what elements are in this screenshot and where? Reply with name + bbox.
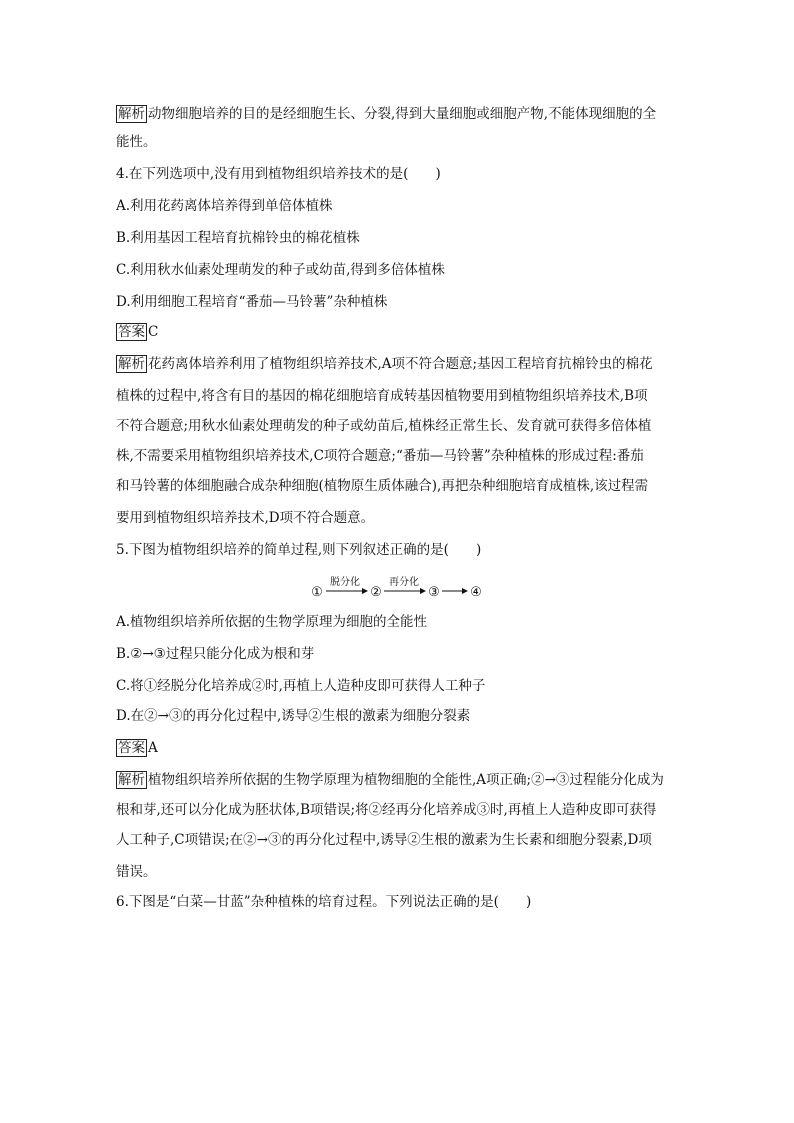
analysis-label: 解析 <box>118 106 145 122</box>
arrowhead-2 <box>420 588 426 594</box>
line-text: 4.在下列选项中,没有用到植物组织培养技术的是( ) <box>116 166 441 182</box>
analysis-label: 解析 <box>118 356 145 372</box>
text-line-l3 <box>116 164 682 184</box>
text-line-l18 <box>116 676 682 696</box>
text-line-l21 <box>116 770 682 790</box>
line-text: 植株的过程中,将含有目的基因的棉花细胞培育成转基因植物要用到植物组织培养技术,B项 <box>116 388 648 404</box>
text-line-l2 <box>116 132 682 152</box>
analysis-label: 解析 <box>118 772 145 788</box>
text-line-l19 <box>116 706 682 726</box>
line-text: 不符合题意;用秋水仙素处理萌发的种子或幼苗后,植株经正常生长、发育就可获得多倍体植 <box>116 418 652 434</box>
line-text: 要用到植物组织培养技术,D项不符合题意。 <box>116 510 375 526</box>
node-4: ④ <box>470 585 482 600</box>
tissue-culture-diagram <box>300 574 500 604</box>
line-text: B.利用基因工程培育抗棉铃虫的棉花植株 <box>116 230 360 246</box>
line-text: 人工种子,C项错误;在②→③的再分化过程中,诱导②生根的激素为生长素和细胞分裂素,D项 <box>116 832 652 848</box>
line-text: 花药离体培养利用了植物组织培养技术,A项不符合题意;基因工程培育抗棉铃虫的棉花 <box>148 356 653 372</box>
line-text: 动物细胞培养的目的是经细胞生长、分裂,得到大量细胞或细胞产物,不能体现细胞的全 <box>148 106 657 122</box>
line-text: 和马铃薯的体细胞融合成杂种细胞(植物原生质体融合),再把杂种细胞培育成植株,该过程需 <box>116 478 649 494</box>
line-text: D.在②→③的再分化过程中,诱导②生根的激素为细胞分裂素 <box>116 708 471 724</box>
arrow-label-1: 脱分化 <box>330 577 360 588</box>
line-text: A.植物组织培养所依据的生物学原理为细胞的全能性 <box>116 614 428 630</box>
node-1: ① <box>311 585 323 600</box>
line-text: 6.下图是“白菜—甘蓝”杂种植株的培育过程。下列说法正确的是( ) <box>116 894 532 910</box>
line-text: 株,不需要采用植物组织培养技术,C项符合题意;“番茄—马铃薯”杂种植株的形成过程:番茄 <box>116 448 644 464</box>
arrowhead-3 <box>462 588 468 594</box>
text-line-l15 <box>116 540 682 560</box>
text-line-l11 <box>116 416 682 436</box>
line-text: 根和芽,还可以分化成为胚状体,B项错误;将②经再分化培养成③时,再植上人造种皮即可获得 <box>116 802 657 818</box>
text-line-l9 <box>116 354 682 374</box>
text-line-l24 <box>116 862 682 882</box>
arrow-label-2: 再分化 <box>389 577 419 588</box>
answer-label: 答案 <box>118 324 145 340</box>
text-line-l7 <box>116 292 682 312</box>
text-line-l8 <box>116 322 682 342</box>
text-line-l16 <box>116 612 682 632</box>
line-text: C.将①经脱分化培养成②时,再植上人造种皮即可获得人工种子 <box>116 678 486 694</box>
line-text: 错误。 <box>116 864 157 880</box>
line-text: 5.下图为植物组织培养的简单过程,则下列叙述正确的是( ) <box>116 542 482 558</box>
line-text: 能性。 <box>116 134 157 150</box>
text-line-l12 <box>116 446 682 466</box>
arrowhead-1 <box>362 588 368 594</box>
text-line-l23 <box>116 830 682 850</box>
text-line-l6 <box>116 260 682 280</box>
text-line-l20 <box>116 738 682 758</box>
line-text: C <box>148 324 159 340</box>
text-line-l5 <box>116 228 682 248</box>
answer-label: 答案 <box>118 740 145 756</box>
node-3: ③ <box>428 585 440 600</box>
line-text: 植物组织培养所依据的生物学原理为植物细胞的全能性,A项正确;②→③过程能分化成为 <box>148 772 664 788</box>
text-line-l1 <box>116 104 682 124</box>
line-text: A <box>148 740 158 756</box>
text-line-l17 <box>116 644 682 664</box>
text-line-l22 <box>116 800 682 820</box>
text-line-l25 <box>116 892 682 912</box>
line-text: B.②→③过程只能分化成为根和芽 <box>116 646 315 662</box>
process-flow-svg <box>300 574 500 604</box>
line-text: D.利用细胞工程培育“番茄—马铃薯”杂种植株 <box>116 294 388 310</box>
line-text: A.利用花药离体培养得到单倍体植株 <box>116 198 333 214</box>
line-text: C.利用秋水仙素处理萌发的种子或幼苗,得到多倍体植株 <box>116 262 445 278</box>
text-line-l13 <box>116 476 682 496</box>
node-2: ② <box>370 585 382 600</box>
text-line-l10 <box>116 386 682 406</box>
text-line-l4 <box>116 196 682 216</box>
text-line-l14 <box>116 508 682 528</box>
